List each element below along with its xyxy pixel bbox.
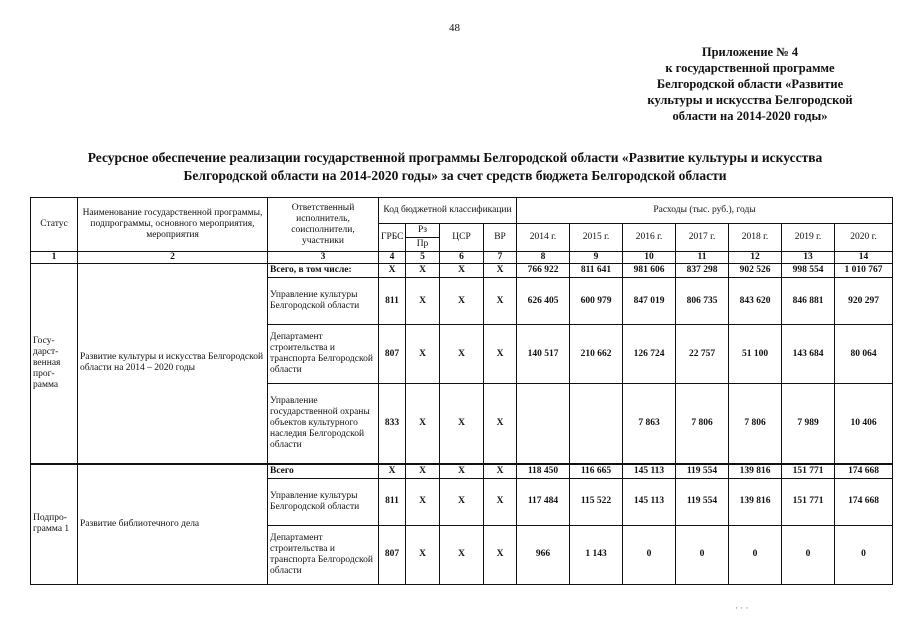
column-number: 13	[782, 252, 835, 264]
row-executor: Управление государственной охраны объектов культурного наследия Белгородской области	[268, 384, 379, 464]
cell-vr: X	[484, 384, 517, 464]
cell-value: 119 554	[676, 464, 729, 479]
cell-value: 145 113	[623, 464, 676, 479]
column-number: 8	[517, 252, 570, 264]
cell-value: 80 064	[835, 325, 893, 384]
column-number: 7	[484, 252, 517, 264]
header-grbs: ГРБС	[379, 224, 406, 252]
cell-rz: X	[406, 384, 440, 464]
cell-rz: X	[406, 464, 440, 479]
cell-value: 174 668	[835, 464, 893, 479]
page-number: 48	[449, 22, 460, 34]
header-year: 2017 г.	[676, 224, 729, 252]
cell-vr: X	[484, 325, 517, 384]
cell-value: 981 606	[623, 264, 676, 278]
cell-value: 0	[835, 525, 893, 584]
cell-vr: X	[484, 264, 517, 278]
cell-grbs: 811	[379, 278, 406, 325]
cell-value: 998 554	[782, 264, 835, 278]
column-number: 3	[268, 252, 379, 264]
appendix-line: культуры и искусства Белгородской	[647, 93, 853, 107]
row-executor: Всего, в том числе:	[268, 264, 379, 278]
column-number: 12	[729, 252, 782, 264]
cell-rz: X	[406, 525, 440, 584]
cell-value: 151 771	[782, 478, 835, 525]
cell-value: 7 806	[729, 384, 782, 464]
cell-value: 145 113	[623, 478, 676, 525]
cell-vr: X	[484, 525, 517, 584]
cell-value: 139 816	[729, 464, 782, 479]
appendix-line: Белгородской области «Развитие	[656, 77, 844, 91]
cell-csr: X	[440, 464, 484, 479]
header-year: 2019 г.	[782, 224, 835, 252]
header-executor: Ответственный исполнитель, соисполнители, участники	[268, 198, 379, 252]
header-year: 2015 г.	[570, 224, 623, 252]
header-year: 2020 г.	[835, 224, 893, 252]
cell-value: 0	[782, 525, 835, 584]
cell-value	[517, 384, 570, 464]
title-line: Белгородской области на 2014-2020 годы» за счет средств бюджета Белгородской области	[183, 168, 727, 183]
cell-value: 139 816	[729, 478, 782, 525]
cell-value: 847 019	[623, 278, 676, 325]
header-budget-code: Код бюджетной классификации	[379, 198, 517, 224]
cell-vr: X	[484, 278, 517, 325]
appendix-line: к государственной программе	[665, 61, 835, 75]
cell-value: 1 010 767	[835, 264, 893, 278]
row-name: Развитие библиотечного дела	[78, 464, 268, 585]
cell-csr: X	[440, 384, 484, 464]
cell-value: 626 405	[517, 278, 570, 325]
cell-value: 210 662	[570, 325, 623, 384]
cell-grbs: 807	[379, 325, 406, 384]
cell-value: 140 517	[517, 325, 570, 384]
column-number: 1	[31, 252, 78, 264]
row-executor: Департамент строительства и транспорта Белгородской области	[268, 325, 379, 384]
cell-rz: X	[406, 278, 440, 325]
scan-speck: · · ·	[735, 603, 749, 613]
cell-value: 846 881	[782, 278, 835, 325]
row-executor: Всего	[268, 464, 379, 479]
cell-rz: X	[406, 478, 440, 525]
column-number: 11	[676, 252, 729, 264]
cell-value: 0	[676, 525, 729, 584]
cell-csr: X	[440, 478, 484, 525]
header-year: 2016 г.	[623, 224, 676, 252]
cell-value: 1 143	[570, 525, 623, 584]
cell-vr: X	[484, 478, 517, 525]
document-title	[40, 149, 870, 185]
cell-value: 116 665	[570, 464, 623, 479]
row-executor: Управление культуры Белгородской области	[268, 278, 379, 325]
cell-value: 119 554	[676, 478, 729, 525]
appendix-line: области на 2014-2020 годы»	[672, 109, 828, 123]
row-name: Развитие культуры и искусства Белгородской области на 2014 – 2020 годы	[78, 264, 268, 464]
header-csr: ЦСР	[440, 224, 484, 252]
column-number: 6	[440, 252, 484, 264]
column-number: 5	[406, 252, 440, 264]
column-number: 14	[835, 252, 893, 264]
header-year: 2018 г.	[729, 224, 782, 252]
header-pr: Пр	[406, 238, 440, 252]
cell-value: 920 297	[835, 278, 893, 325]
header-rz: Рз	[406, 224, 440, 238]
cell-value: 126 724	[623, 325, 676, 384]
cell-value: 143 684	[782, 325, 835, 384]
cell-value: 811 641	[570, 264, 623, 278]
row-executor: Управление культуры Белгородской области	[268, 478, 379, 525]
cell-csr: X	[440, 278, 484, 325]
title-line: Ресурсное обеспечение реализации государственной программы Белгородской области «Развитие культуры и искусства	[87, 150, 823, 165]
cell-value: 806 735	[676, 278, 729, 325]
resource-table	[30, 197, 893, 585]
cell-value: 843 620	[729, 278, 782, 325]
table-row	[31, 464, 893, 479]
cell-value: 766 922	[517, 264, 570, 278]
cell-csr: X	[440, 264, 484, 278]
header-year: 2014 г.	[517, 224, 570, 252]
cell-value: 0	[623, 525, 676, 584]
cell-value: 117 484	[517, 478, 570, 525]
column-number: 4	[379, 252, 406, 264]
table-row	[31, 264, 893, 278]
cell-value: 966	[517, 525, 570, 584]
cell-value: 7 863	[623, 384, 676, 464]
cell-rz: X	[406, 264, 440, 278]
row-status: Подпро-грамма 1	[31, 464, 78, 585]
cell-value: 7 806	[676, 384, 729, 464]
cell-grbs: 811	[379, 478, 406, 525]
cell-grbs: 833	[379, 384, 406, 464]
cell-grbs: 807	[379, 525, 406, 584]
row-executor: Департамент строительства и транспорта Белгородской области	[268, 525, 379, 584]
cell-value: 0	[729, 525, 782, 584]
cell-value: 151 771	[782, 464, 835, 479]
column-number: 10	[623, 252, 676, 264]
cell-value	[570, 384, 623, 464]
cell-value: 837 298	[676, 264, 729, 278]
cell-value: 174 668	[835, 478, 893, 525]
cell-value: 51 100	[729, 325, 782, 384]
appendix-line: Приложение № 4	[701, 45, 799, 59]
cell-csr: X	[440, 325, 484, 384]
header-vr: ВР	[484, 224, 517, 252]
header-name: Наименование государственной программы, подпрограммы, основного мероприятия, мероприятия	[78, 198, 268, 252]
cell-value: 115 522	[570, 478, 623, 525]
cell-value: 7 989	[782, 384, 835, 464]
column-number: 2	[78, 252, 268, 264]
cell-csr: X	[440, 525, 484, 584]
cell-value: 600 979	[570, 278, 623, 325]
header-expenses: Расходы (тыс. руб.), годы	[517, 198, 893, 224]
cell-value: 10 406	[835, 384, 893, 464]
cell-rz: X	[406, 325, 440, 384]
cell-vr: X	[484, 464, 517, 479]
appendix-note	[600, 44, 900, 124]
header-status: Статус	[31, 198, 78, 252]
cell-value: 22 757	[676, 325, 729, 384]
cell-value: 902 526	[729, 264, 782, 278]
cell-value: 118 450	[517, 464, 570, 479]
row-status: Госу-дарст-венная прог-рамма	[31, 264, 78, 464]
column-number: 9	[570, 252, 623, 264]
cell-grbs: X	[379, 464, 406, 479]
cell-grbs: X	[379, 264, 406, 278]
